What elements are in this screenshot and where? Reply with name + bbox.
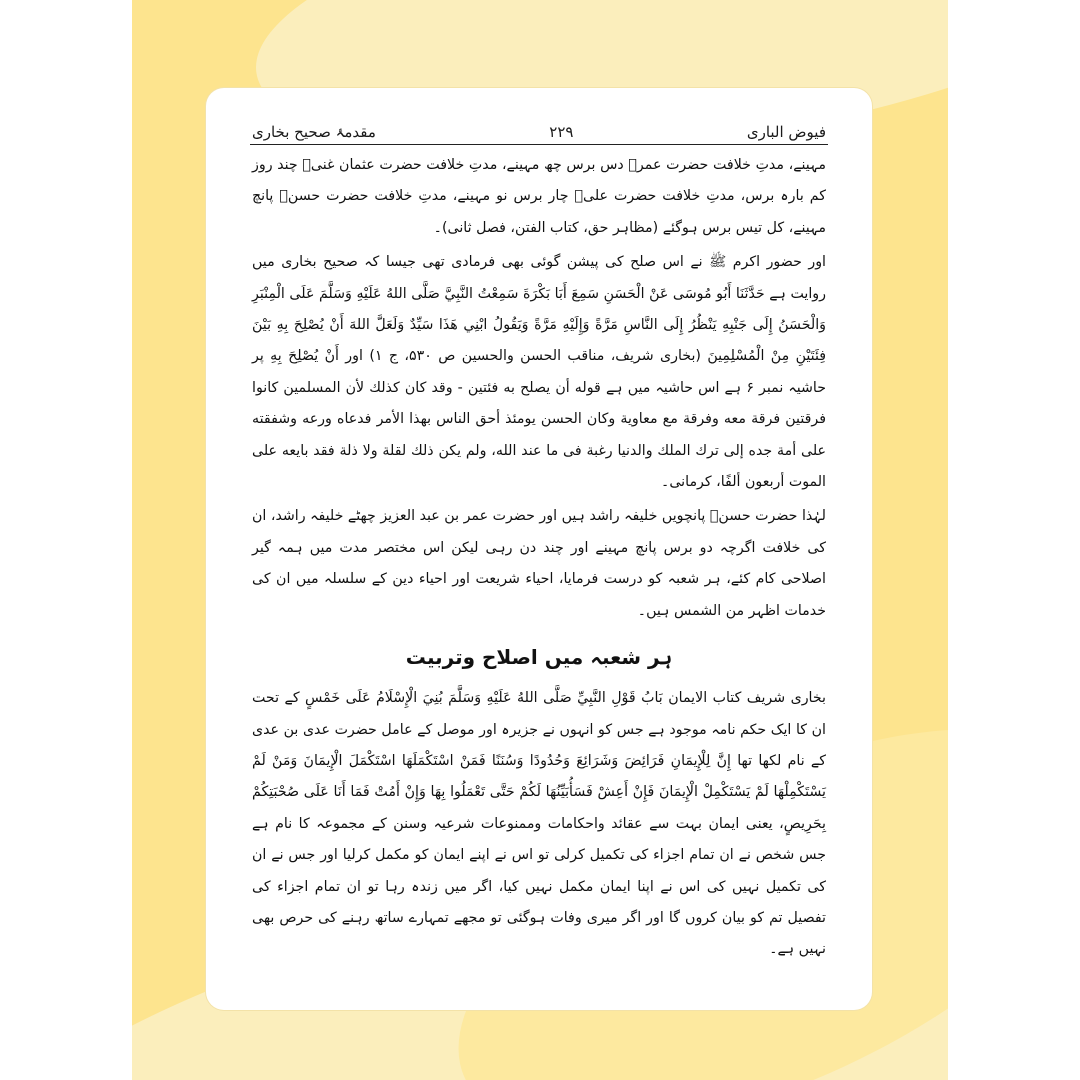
header-divider (250, 144, 828, 145)
page-number: ۲۲۹ (549, 123, 574, 141)
page-body (252, 150, 826, 969)
paragraph: لہٰذا حضرت حسنؓ پانچویں خلیفہ راشد ہیں اور حضرت عمر بن عبد العزیز چھٹے خلیفہ راشد، ان کی خلافت اگرچہ دو برس پانچ مہینے اور چند دن رہی لیکن اس مختصر مدت میں ہمہ گیر اصلاحی کام کئے، ہر شعبہ کو درست فرمایا، احیاء شریعت اور احیاء دین کے سلسلہ میں ان کی خدمات اظہر من الشمس ہیں۔ (252, 508, 826, 619)
page-header (252, 120, 826, 144)
paragraph: اور حضور اکرم ﷺ نے اس صلح کی پیشن گوئی بھی فرمادی تھی جیسا کہ صحیح بخاری میں روایت ہے حَدَّثَنَا أَبُو مُوسَى عَنْ الْحَسَنِ سَمِعَ أَبَا بَكْرَةَ سَمِعْتُ النَّبِيَّ صَلَّى اللهُ عَلَيْهِ وَسَلَّمَ عَلَى الْمِنْبَرِ وَالْحَسَنُ إِلَى جَنْبِهِ يَنْظُرُ إِلَى النَّاسِ مَرَّةً وَإِلَيْهِ مَرَّةً وَيَقُولُ ابْنِي هَذَا سَيِّدٌ وَلَعَلَّ اللهَ أَنْ يُصْلِحَ بِهِ بَيْنَ فِئَتَيْنِ مِنْ الْمُسْلِمِينَ (بخاری شریف، مناقب الحسن والحسین ص ۵۳۰، ج ۱) اور أَنْ يُصْلِحَ بِهِ پر حاشیہ نمبر ۶ ہے اس حاشیہ میں ہے قوله أن يصلح به فئتين - وقد كان كذلك لأن المسلمين كانوا فرقتين فرقة معه وفرقة مع معاوية وكان الحسن يومئذ أحق الناس بهذا الأمر فدعاه ورعه وشفقته على أمة جده إلى ترك الملك والدنيا رغبة فى ما عند الله، ولم يكن ذلك لقلة ولا ذلة فقد بايعه على الموت أربعون ألفًا، كرمانى۔ (252, 254, 827, 491)
paragraph: بخاری شریف کتاب الایمان بَابُ قَوْلِ النَّبِيِّ صَلَّى اللهُ عَلَيْهِ وَسَلَّمَ بُنِيَ الْإِسْلَامُ عَلَى خَمْسٍ کے تحت ان کا ایک حکم نامہ موجود ہے جس کو انہوں نے جزیرہ اور موصل کے عامل حضرت عدی بن عدی کے نام لکھا تھا إِنَّ لِلْإِيمَانِ فَرَائِضَ وَشَرَائِعَ وَحُدُودًا وَسُنَنًا فَمَنْ اسْتَكْمَلَهَا اسْتَكْمَلَ الْإِيمَانَ وَمَنْ لَمْ يَسْتَكْمِلْهَا لَمْ يَسْتَكْمِلْ الْإِيمَانَ فَإِنْ أَعِشْ فَسَأُبَيِّنُهَا لَكُمْ حَتَّى تَعْمَلُوا بِهَا وَإِنْ أَمُتْ فَمَا أَنَا عَلَى صُحْبَتِكُمْ بِحَرِيصٍ، یعنی ایمان بہت سے عقائد واحکامات وممنوعات شرعیہ وسنن کے مجموعہ کا نام ہے جس شخص نے ان تمام اجزاء کی تکمیل کرلی تو اس نے اپنے ایمان کو مکمل کرلیا اور جس نے ان کی تکمیل نہیں کی اس نے اپنا ایمان مکمل نہیں کیا، اگر میں زندہ رہا تو ان تمام اجزاء کی تفصیل تم کو بیان کروں گا اور اگر میری وفات ہوگئی تو مجھے تمہارے ساتھ رہنے کی حرص بھی نہیں ہے۔ (252, 690, 826, 958)
book-page (206, 88, 872, 1010)
book-title: فیوض الباری (746, 123, 826, 141)
section-title: مقدمۂ صحیح بخاری (252, 123, 376, 141)
section-heading: ہر شعبہ میں اصلاح وتربیت (405, 645, 673, 670)
paragraph: مہینے، مدتِ خلافت حضرت عمرؓ دس برس چھ مہینے، مدتِ خلافت حضرت عثمان غنیؓ چند روز کم بارہ برس، مدتِ خلافت حضرت علیؓ چار برس نو مہینے، مدتِ خلافت حضرت حسنؓ پانچ مہینے، کل تیس برس ہوگئے (مظاہر حق، کتاب الفتن، فصل ثانی)۔ (252, 157, 826, 236)
